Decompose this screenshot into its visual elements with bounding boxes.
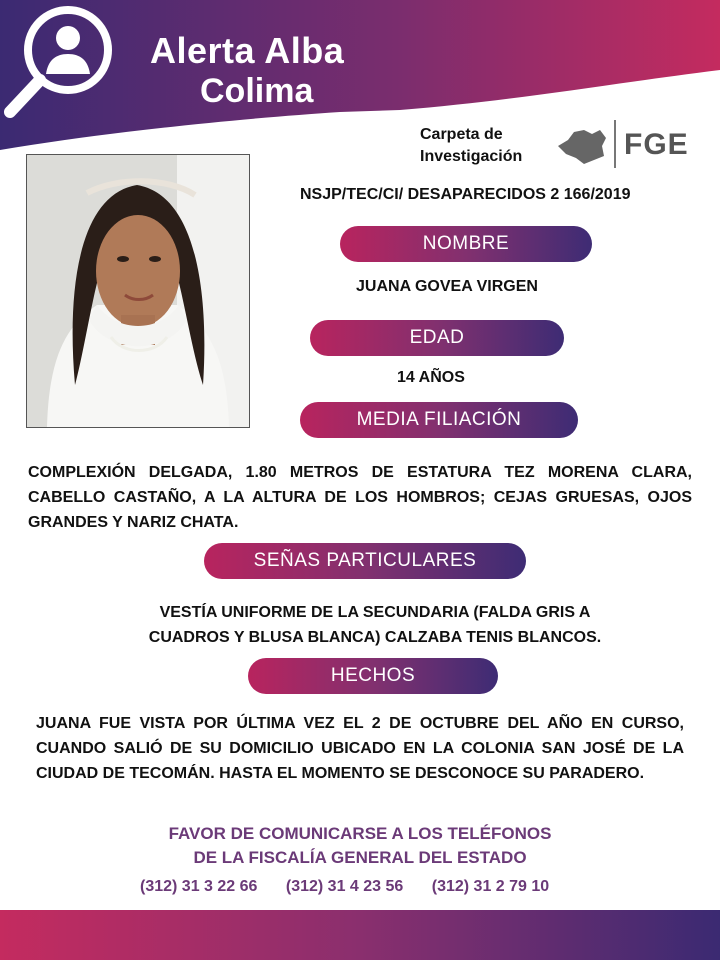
phone-number: (312) 31 3 22 66 bbox=[140, 878, 258, 895]
carpeta-line-2: Investigación bbox=[420, 148, 523, 165]
contact-line-2: DE LA FISCALÍA GENERAL DEL ESTADO bbox=[193, 848, 527, 867]
brand-title: Alerta Alba bbox=[150, 30, 345, 71]
case-number: NSJP/TEC/CI/ DESAPARECIDOS 2 166/2019 bbox=[300, 186, 631, 203]
edad-label: EDAD bbox=[310, 320, 564, 356]
fge-logo: FGE bbox=[624, 128, 689, 161]
colima-state-map-icon bbox=[554, 124, 610, 168]
media-filiacion-value: COMPLEXIÓN DELGADA, 1.80 METROS DE ESTATURA TEZ MORENA CLARA, CABELLO CASTAÑO, A LA ALTURA DE LOS HOMBROS; CEJAS GRUESAS, OJOS GRANDES Y NARIZ CHATA. bbox=[28, 464, 692, 531]
contact-line-1: FAVOR DE COMUNICARSE A LOS TELÉFONOS bbox=[168, 824, 552, 843]
media-filiacion-label: MEDIA FILIACIÓN bbox=[300, 402, 578, 438]
phone-number: (312) 31 2 79 10 bbox=[431, 878, 550, 895]
brand-subtitle: Colima bbox=[200, 72, 314, 110]
senas-line-1: VESTÍA UNIFORME DE LA SECUNDARIA (FALDA GRIS A bbox=[159, 604, 591, 621]
nombre-value: JUANA GOVEA VIRGEN bbox=[356, 278, 538, 295]
phone-number: (312) 31 4 23 56 bbox=[285, 878, 404, 895]
senas-particulares-label: SEÑAS PARTICULARES bbox=[204, 543, 526, 579]
hechos-value: JUANA FUE VISTA POR ÚLTIMA VEZ EL 2 DE OCTUBRE DEL AÑO EN CURSO, CUANDO SALIÓ DE SU DOMICILIO UBICADO EN LA COLONIA SAN JOSÉ DE LA CIUDAD DE TECOMÁN. HASTA EL MOMENTO SE DESCONOCE SU PARADERO. bbox=[36, 715, 684, 782]
fge-separator bbox=[614, 120, 616, 168]
hechos-label: HECHOS bbox=[248, 658, 498, 694]
edad-value: 14 AÑOS bbox=[397, 369, 465, 386]
senas-particulares-value bbox=[60, 600, 690, 650]
person-search-icon bbox=[0, 0, 120, 120]
missing-person-photo bbox=[26, 154, 250, 428]
footer-bar bbox=[0, 910, 720, 960]
phone-list bbox=[140, 878, 549, 896]
header-banner bbox=[0, 0, 720, 150]
carpeta-line-1: Carpeta de bbox=[420, 126, 503, 143]
nombre-label: NOMBRE bbox=[340, 226, 592, 262]
senas-line-2: CUADROS Y BLUSA BLANCA) CALZABA TENIS BLANCOS. bbox=[148, 629, 602, 646]
carpeta-label bbox=[420, 124, 522, 168]
